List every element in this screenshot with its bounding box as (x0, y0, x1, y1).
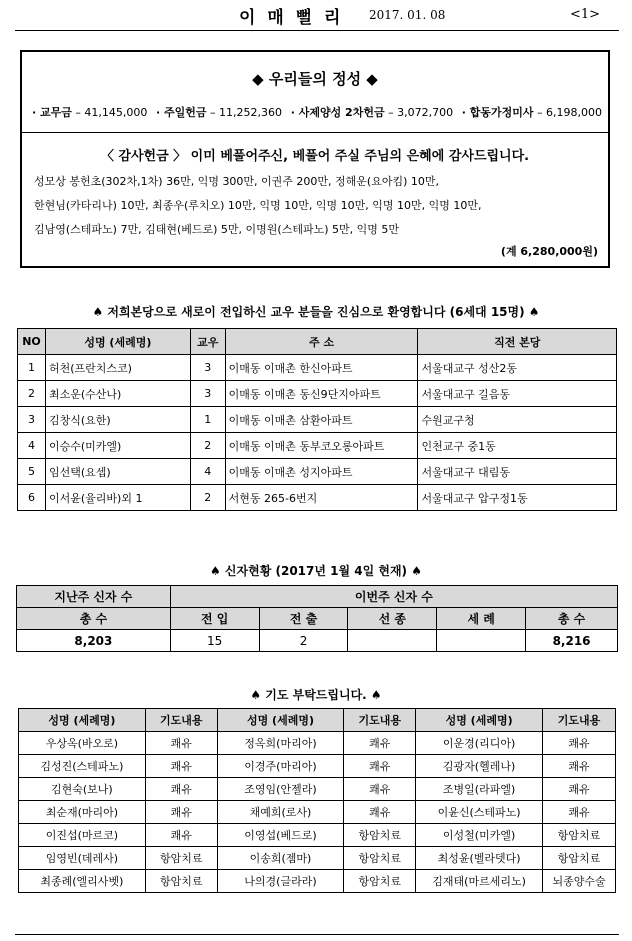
cell: 서울대교구 길음동 (418, 381, 617, 407)
table-row (18, 407, 617, 433)
cell: 이매동 이매촌 성지아파트 (225, 459, 418, 485)
cell: 이운경(리디아) (416, 732, 543, 755)
col-header: 기도내용 (344, 709, 416, 732)
col-header: 총 수 (17, 608, 171, 630)
col-header: 세 례 (437, 608, 526, 630)
cell: 최성윤(벨라뎃다) (416, 847, 543, 870)
last-week-header: 지난주 신자 수 (17, 586, 171, 608)
footer-rule (15, 934, 619, 935)
cell: 쾌유 (543, 778, 616, 801)
prayer-table (18, 708, 616, 893)
cell: 항암치료 (145, 870, 217, 893)
header-rule (15, 30, 619, 31)
cell: 이서윤(율리바)외 1 (45, 485, 190, 511)
table-row (19, 778, 616, 801)
col-header: NO (18, 329, 46, 355)
cell: 쾌유 (145, 801, 217, 824)
offering-divider (22, 132, 608, 133)
cell: 쾌유 (344, 755, 416, 778)
col-header: 주 소 (225, 329, 418, 355)
cell: 2 (259, 630, 348, 652)
col-header: 총 수 (526, 608, 618, 630)
cell: 쾌유 (344, 801, 416, 824)
table-header-row (17, 586, 618, 608)
cell: 쾌유 (344, 732, 416, 755)
cell: 수원교구청 (418, 407, 617, 433)
offering-item: · 사제양성 2차헌금 – 3,072,700 (290, 106, 454, 119)
cell: 2 (190, 433, 225, 459)
cell: 최소운(수산나) (45, 381, 190, 407)
cell: 3 (18, 407, 46, 433)
thanks-total: (계 6,280,000원) (500, 245, 598, 258)
col-header: 성명 (세례명) (217, 709, 344, 732)
cell: 김창식(요한) (45, 407, 190, 433)
cell: 김성진(스테파노) (19, 755, 146, 778)
bulletin-date: 2017. 01. 08 (369, 8, 446, 22)
cell: 쾌유 (543, 732, 616, 755)
table-header-row (18, 329, 617, 355)
table-row (19, 755, 616, 778)
cell: 3 (190, 381, 225, 407)
cell: 서울대교구 대림동 (418, 459, 617, 485)
col-header: 교우 (190, 329, 225, 355)
cell: 서울대교구 성산2동 (418, 355, 617, 381)
col-header: 선 종 (348, 608, 437, 630)
col-header: 성명 (세례명) (45, 329, 190, 355)
cell: 4 (18, 433, 46, 459)
cell: 쾌유 (344, 778, 416, 801)
cell: 이매동 이매촌 동부코오롱아파트 (225, 433, 418, 459)
thanks-line: 성모상 봉헌초(302차,1차) 36만, 익명 300만, 이권주 200만, 정해운(요아킴) 10만, (34, 175, 439, 188)
cell: 이송희(젬마) (217, 847, 344, 870)
table-row (18, 355, 617, 381)
col-header: 성명 (세례명) (416, 709, 543, 732)
cell: 최순재(마리아) (19, 801, 146, 824)
believers-table (16, 585, 618, 652)
cell: 쾌유 (145, 755, 217, 778)
table-row (19, 847, 616, 870)
cell: 최종례(엘리사벳) (19, 870, 146, 893)
offering-box (20, 50, 610, 268)
thanks-heading: 〈 감사헌금 〉 이미 베풀어주신, 베풀어 주실 주님의 은혜에 감사드립니다. (100, 149, 530, 164)
col-header: 기도내용 (145, 709, 217, 732)
cell (437, 630, 526, 652)
table-subheader-row (17, 608, 618, 630)
cell: 이경주(마리아) (217, 755, 344, 778)
cell: 항암치료 (543, 847, 616, 870)
cell: 나의경(글라라) (217, 870, 344, 893)
cell: 3 (190, 355, 225, 381)
col-header: 전 입 (170, 608, 259, 630)
offering-amounts (32, 104, 602, 120)
bulletin-title: 이 매 뻘 리 (239, 8, 344, 28)
cell (348, 630, 437, 652)
cell: 항암치료 (145, 847, 217, 870)
cell: 채예희(로사) (217, 801, 344, 824)
table-row (18, 459, 617, 485)
cell: 임영빈(데레사) (19, 847, 146, 870)
table-row (18, 381, 617, 407)
cell: 김재태(마르세리노) (416, 870, 543, 893)
cell: 1 (190, 407, 225, 433)
offering-item: · 주일헌금 – 11,252,360 (156, 106, 283, 119)
cell: 8,203 (17, 630, 171, 652)
col-header: 전 출 (259, 608, 348, 630)
cell: 1 (18, 355, 46, 381)
thanks-line: 김남영(스테파노) 7만, 김태현(베드로) 5만, 이명원(스테파노) 5만, 익명 5만 (34, 223, 399, 236)
cell: 이진섭(마르코) (19, 824, 146, 847)
cell: 이매동 이매촌 동신9단지아파트 (225, 381, 418, 407)
table-row (19, 801, 616, 824)
table-row (18, 485, 617, 511)
welcome-caption: ♠ 저희본당으로 새로이 전입하신 교우 분들을 진심으로 환영합니다 (6세대 15명) ♠ (92, 305, 540, 319)
cell: 정옥희(마리아) (217, 732, 344, 755)
cell: 항암치료 (344, 847, 416, 870)
cell: 6 (18, 485, 46, 511)
prayer-caption: ♠ 기도 부탁드립니다. ♠ (250, 688, 382, 702)
cell: 김현숙(보나) (19, 778, 146, 801)
cell: 쾌유 (543, 755, 616, 778)
cell: 뇌종양수술 (543, 870, 616, 893)
cell: 이매동 이매촌 삼환아파트 (225, 407, 418, 433)
col-header: 직전 본당 (418, 329, 617, 355)
cell: 2 (190, 485, 225, 511)
cell: 서현동 265-6번지 (225, 485, 418, 511)
col-header: 기도내용 (543, 709, 616, 732)
cell: 쾌유 (145, 778, 217, 801)
this-week-header: 이번주 신자 수 (170, 586, 617, 608)
table-row (17, 630, 618, 652)
cell: 임선택(요셉) (45, 459, 190, 485)
cell: 허천(프란치스코) (45, 355, 190, 381)
table-row (19, 870, 616, 893)
cell: 김광자(헬레나) (416, 755, 543, 778)
cell: 이승수(미카엘) (45, 433, 190, 459)
table-row (18, 433, 617, 459)
welcome-table (17, 328, 617, 511)
cell: 항암치료 (344, 870, 416, 893)
thanks-line: 한현님(카타리나) 10만, 최종우(루치오) 10만, 익명 10만, 익명 10만, 익명 10만, 익명 10만, (34, 199, 482, 212)
cell: 서울대교구 압구정1동 (418, 485, 617, 511)
cell: 4 (190, 459, 225, 485)
cell: 쾌유 (145, 824, 217, 847)
cell: 이윤신(스테파노) (416, 801, 543, 824)
offering-title: ◆ 우리들의 정성 ◆ (252, 70, 378, 88)
cell: 이영섭(베드로) (217, 824, 344, 847)
page-number: <1> (570, 7, 601, 22)
offering-item: · 합동가정미사 – 6,198,000 (461, 106, 602, 119)
believers-caption: ♠ 신자현황 (2017년 1월 4일 현재) ♠ (210, 564, 422, 578)
offering-item: · 교무금 – 41,145,000 (32, 106, 148, 119)
cell: 쾌유 (543, 801, 616, 824)
cell: 조병일(라파엘) (416, 778, 543, 801)
cell: 우상옥(바오로) (19, 732, 146, 755)
cell: 15 (170, 630, 259, 652)
cell: 항암치료 (543, 824, 616, 847)
cell: 쾌유 (145, 732, 217, 755)
cell: 8,216 (526, 630, 618, 652)
col-header: 성명 (세례명) (19, 709, 146, 732)
cell: 2 (18, 381, 46, 407)
cell: 인천교구 중1동 (418, 433, 617, 459)
table-row (19, 824, 616, 847)
bulletin-header (15, 0, 619, 30)
cell: 5 (18, 459, 46, 485)
table-header-row (19, 709, 616, 732)
table-row (19, 732, 616, 755)
cell: 항암치료 (344, 824, 416, 847)
cell: 이성철(미카엘) (416, 824, 543, 847)
cell: 조영임(안젤라) (217, 778, 344, 801)
cell: 이매동 이매촌 한신아파트 (225, 355, 418, 381)
